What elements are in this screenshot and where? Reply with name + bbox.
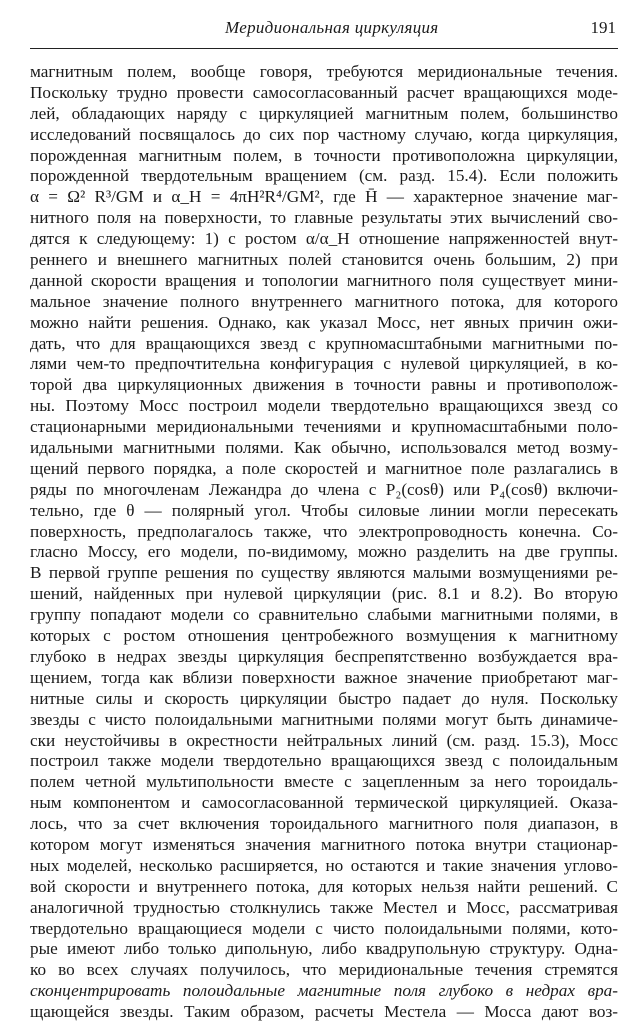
- text-line: которых с ростом отношения центробежного возмущения к магнитному: [30, 626, 618, 646]
- text-line: торой два циркуляционных движения в точности равны и противополож-: [30, 375, 618, 395]
- page-header: [30, 18, 618, 44]
- text-line: тельно, где θ — полярный угол. Чтобы силовые линии могли пересекать: [30, 500, 618, 520]
- text-line: лями чем-то предпочтительна конфигурация с нулевой циркуляцией, в ко-: [30, 354, 618, 374]
- text-line: твердотельно вращающиеся модели с чисто полоидальными полями, кото-: [30, 918, 618, 938]
- page-number: 191: [590, 18, 616, 37]
- text-line: магнитным полем, вообще говоря, требуются меридиональные течения.: [30, 62, 618, 81]
- text-line: ным компонентом и самосогласованной термической циркуляцией. Оказа-: [30, 793, 618, 813]
- header-rule: [30, 48, 618, 49]
- running-title: Меридиональная циркуляция: [225, 18, 439, 37]
- text-line: исследований посвящалось до сих пор частному случаю, когда циркуляция,: [30, 124, 618, 144]
- text-line: полем четной мультипольности вместе с зацепленным за него тороидаль-: [30, 772, 618, 792]
- text-line: данной скорости вращения и топологии магнитного поля существует мини-: [30, 270, 618, 290]
- text-line: В первой группе решения по существу являются малыми возмущениями ре-: [30, 563, 618, 583]
- text-line: шений, найденных при нулевой циркуляции (рис. 8.1 и 8.2). Во вторую: [30, 584, 618, 604]
- text-line: щающейся звезды. Таким образом, расчеты Местела — Мосса дают воз-: [30, 1002, 618, 1022]
- text-line: щением, тогда как вблизи поверхности важное значение приобретают маг-: [30, 667, 618, 687]
- text-line: дать, что для вращающихся звезд с крупномасштабными магнитными по-: [30, 333, 618, 353]
- text-line: щений первого порядка, а поле скоростей и магнитное поле разлагались в: [30, 458, 618, 478]
- formula-line: α = Ω² R³/GM и α_H = 4πH²R⁴/GM², где H̄ — характерное значение маг-: [30, 187, 618, 207]
- text-line: реннего и внешнего магнитных полей становится очень большим, 2) при: [30, 250, 618, 270]
- italic-text-line: сконцентрировать полоидальные магнитные поля глубоко в недрах вра-: [30, 981, 618, 1001]
- text-line: ных моделей, несколько расширяется, но остаются и такие значения углово-: [30, 855, 618, 875]
- body-text: [30, 62, 618, 1023]
- text-line: порожденная магнитным полем, в точности противоположна циркуляции,: [30, 145, 618, 165]
- text-line: идальными магнитными полями. Как обычно, использовался метод возму-: [30, 438, 618, 458]
- text-line: мальное значение полного внутреннего магнитного потока, для которого: [30, 291, 618, 311]
- text-line: группу попадают модели со сравнительно слабыми магнитными полями, в: [30, 605, 618, 625]
- text-line: поверхность, предполагалось также, что электропроводность конечна. Со-: [30, 521, 618, 541]
- text-line: аналогичной трудностью столкнулись также Местел и Мосс, рассматривая: [30, 897, 618, 917]
- text-line: стационарными меридиональными течениями и крупномасштабными поло-: [30, 417, 618, 437]
- text-line: дятся к следующему: 1) с ростом α/α_H отношение напряженностей внут-: [30, 229, 618, 249]
- text-line: ски неустойчивы в окрестности нейтральных линий (см. разд. 15.3), Мосс: [30, 730, 618, 750]
- text-line: гласно Моссу, его модели, по-видимому, можно разделить на две группы.: [30, 542, 618, 562]
- text-line: лей, обладающих наряду с циркуляцией магнитным полем, большинство: [30, 103, 618, 123]
- text-line: вой скорости и внутреннего потока, для которых нельзя найти решений. С: [30, 876, 618, 896]
- text-line: нитного поля на поверхности, то главные результаты этих вычислений сво-: [30, 208, 618, 228]
- text-line: глубоко в недрах звезды циркуляция беспрепятственно возбуждается вра-: [30, 646, 618, 666]
- text-line: нитные силы и скорость циркуляции быстро падает до нуля. Поскольку: [30, 688, 618, 708]
- text-line: лось, что за счет включения тороидального магнитного поля диапазон, в: [30, 814, 618, 834]
- text-line: построил также модели твердотельно вращающихся звезд с полоидальным: [30, 751, 618, 771]
- text-line: рые имеют либо только дипольную, либо квадрупольную структуру. Одна-: [30, 939, 618, 959]
- text-line: можно найти решения. Однако, как указал Мосс, нет явных причин ожи-: [30, 312, 618, 332]
- text-line: ко во всех случаях получилось, что меридиональные течения стремятся: [30, 960, 618, 980]
- text-line: ны. Поэтому Мосс построил модели твердотельно вращающихся звезд со: [30, 396, 618, 416]
- text-line: Поскольку трудно провести самосогласованный расчет вращающихся моде-: [30, 82, 618, 102]
- formula-line: ряды по многочленам Лежандра до члена с P₂(cosθ) или P₄(cosθ) включи-: [30, 479, 618, 499]
- text-line: котором могут изменяться значения магнитного потока внутри стационар-: [30, 834, 618, 854]
- text-line: порожденной твердотельным вращением (см. разд. 15.4). Если положить: [30, 166, 618, 186]
- text-line: звезды с чисто полоидальными магнитными полями могут быть динамиче-: [30, 709, 618, 729]
